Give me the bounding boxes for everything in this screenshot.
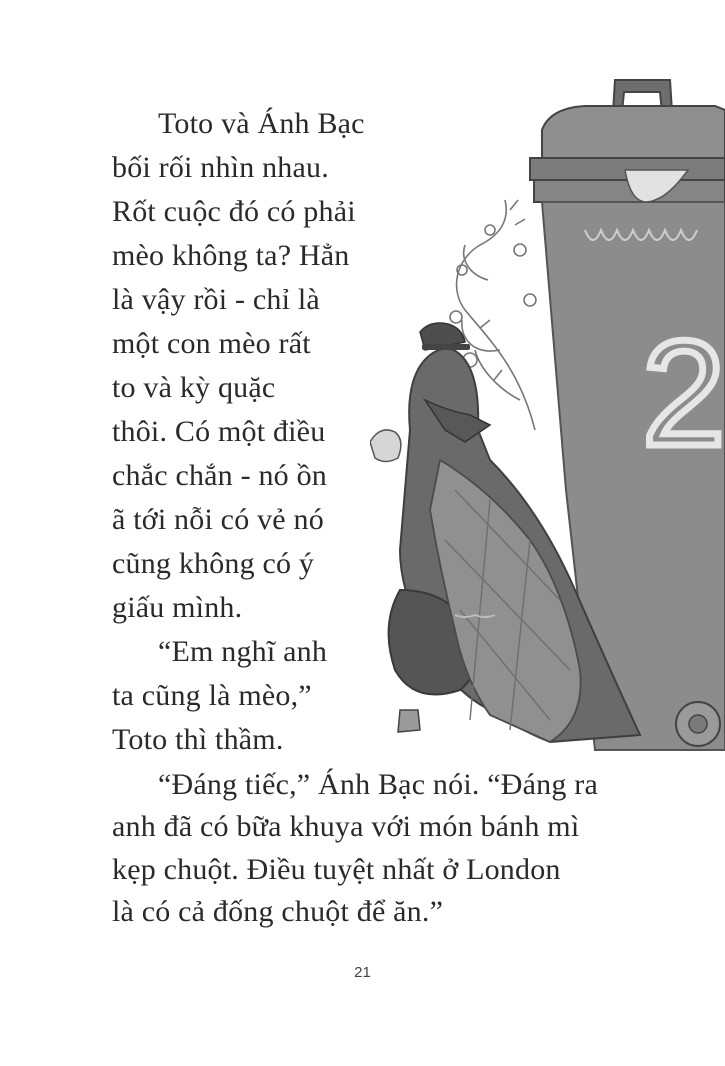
text-line: “Em nghĩ anh	[158, 635, 328, 668]
text-line: Toto và Ánh Bạc	[158, 107, 365, 140]
text-line: Rốt cuộc đó có phải	[112, 195, 356, 228]
text-line: ta cũng là mèo,”	[112, 679, 312, 712]
text-line: cũng không có ý	[112, 547, 315, 580]
text-column	[112, 102, 382, 762]
text-line: giấu mình.	[112, 591, 243, 624]
text-line: là có cả đống chuột để ăn.”	[112, 894, 444, 928]
text-line: “Đáng tiếc,” Ánh Bạc nói. “Đáng ra	[158, 768, 598, 801]
text-line: ã tới nỗi có vẻ nó	[112, 503, 324, 536]
cat-and-trash-bin-illustration	[370, 70, 725, 760]
text-line: một con mèo rất	[112, 327, 311, 360]
text-line: chắc chắn - nó ồn	[112, 459, 327, 492]
text-line: anh đã có bữa khuya với món bánh mì	[112, 810, 580, 844]
bin-number: 2	[642, 309, 725, 477]
text-line: là vậy rồi - chỉ là	[112, 283, 320, 316]
text-line: kẹp chuột. Điều tuyệt nhất ở London	[112, 852, 561, 886]
text-line: bối rối nhìn nhau.	[112, 151, 329, 184]
text-line: mèo không ta? Hẳn	[112, 239, 350, 272]
page-number: 21	[354, 964, 371, 981]
text-line: to và kỳ quặc	[112, 371, 276, 404]
text-line: thôi. Có một điều	[112, 415, 326, 448]
text-full-width	[112, 764, 612, 933]
text-line: Toto thì thầm.	[112, 723, 284, 756]
